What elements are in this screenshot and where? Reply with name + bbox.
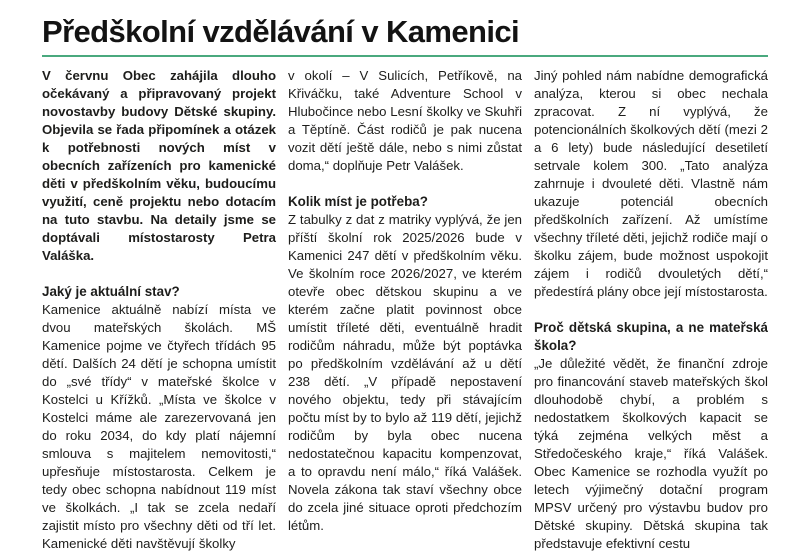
title-accent-rule bbox=[42, 55, 768, 57]
body-paragraph: v okolí – V Sulicích, Petříkově, na Křiváčku, také Adventure School v Hlubočince nebo Lesní školky ve Skuhři a Těptíně. Část rodičů je pak nucena vozit dětí ještě dále, nebo s nimi zůstat doma,“ doplňuje Petr Valášek. bbox=[288, 68, 522, 174]
section-heading-current-state: Jaký je aktuální stav? bbox=[42, 284, 180, 300]
article-column-2 bbox=[288, 67, 522, 553]
body-paragraph: „Je důležité vědět, že finanční zdroje pro financování staveb mateřských škol dlouhodobě chybí, a problém s nedostatkem školkových kapacit se týká zejména velkých měst a Středočeského kraje,“ říká Valášek. Obec Kamenice se rozhodla využít po letech výjimečný dotační program MPSV určený pro výstavbu budov pro Dětské skupiny. Dětská skupina tak představuje efektivní cestu bbox=[534, 356, 768, 552]
body-paragraph: Z tabulky z dat z matriky vyplývá, že jen příští školní rok 2025/2026 bude v Kamenici 247 dětí v předškolním věku. Ve školním roce 2026/2027, ve kterém otevře obec dětskou skupinu a ve kterém začne platit povinnost obce umístit tříleté děti, eventuálně hradit rodičům náhradu, může být poptávka po předškolním vzdělávání až u dětí 238 dětí. „V případě nepostavení nového objektu, tedy při stávajícím počtu míst by to bylo až 119 dětí, jejichž rodičům by byla obec nucena nedostatečnou kapacitu kompenzovat, a to opravdu není málo,“ říká Valášek. Novela zákona tak staví všechny obce do zcela jiné situace oproti předchozím létům. bbox=[288, 212, 522, 534]
section-heading-places-needed: Kolik míst je potřeba? bbox=[288, 194, 428, 210]
body-paragraph: Kamenice aktuálně nabízí místa ve dvou mateřských školách. MŠ Kamenice pojme ve čtyřech třídách 95 dětí. Dalších 24 dětí je schopna umístit do „své třídy“ v mateřské školce v Kostelci u Křížků. „Místa ve školce v Kostelci máme ale zarezervovaná jen do roku 2034, do kdy platí nájemní smlouva s majitelem nemovitosti,“ upřesňuje místostarosta. Celkem je tedy obec schopna nabídnout 119 míst ve školkách. „I tak se zcela nedaří zajistit místo pro všechny děti od tří let. Kamenické děti navštěvují školky bbox=[42, 302, 276, 552]
article-column-1 bbox=[42, 67, 276, 553]
section-heading-why-childrens-group: Proč dětská skupina, a ne mateřská škola? bbox=[534, 320, 768, 354]
lead-paragraph: V červnu Obec zahájila dlouho očekávaný a připravovaný projekt novostavby budovy Dětské skupiny. Objevila se řada připomínek a otázek k potřebnosti nových míst v obecních zařízeních pro kamenické děti v předškolním věku, budoucímu využití, ceně projektu nebo dotacím na tuto stavbu. Na detaily jsme se doptávali místostarosty Petra Valáška. bbox=[42, 68, 276, 264]
body-paragraph: Jiný pohled nám nabídne demografická analýza, kterou si obec nechala zpracovat. Z ní vyplývá, že potencionálních školkových dětí (mezi 2 a 6 lety) bude následující desetiletí setrvale kolem 300. „Tato analýza zahrnuje i dvouleté děti. Vlastně nám ukazuje potenciál obecních předškolních zařízení. Až umístíme všechny tříleté děti, jejichž rodiče mají o školku zájem, bude možnost uspokojit zájem i rodičů dvouletých dětí,“ předestírá plány obce její místostarosta. bbox=[534, 68, 768, 300]
article-column-3 bbox=[534, 67, 768, 553]
page-title: Předškolní vzdělávání v Kamenici bbox=[42, 14, 520, 49]
article-columns bbox=[42, 67, 768, 553]
